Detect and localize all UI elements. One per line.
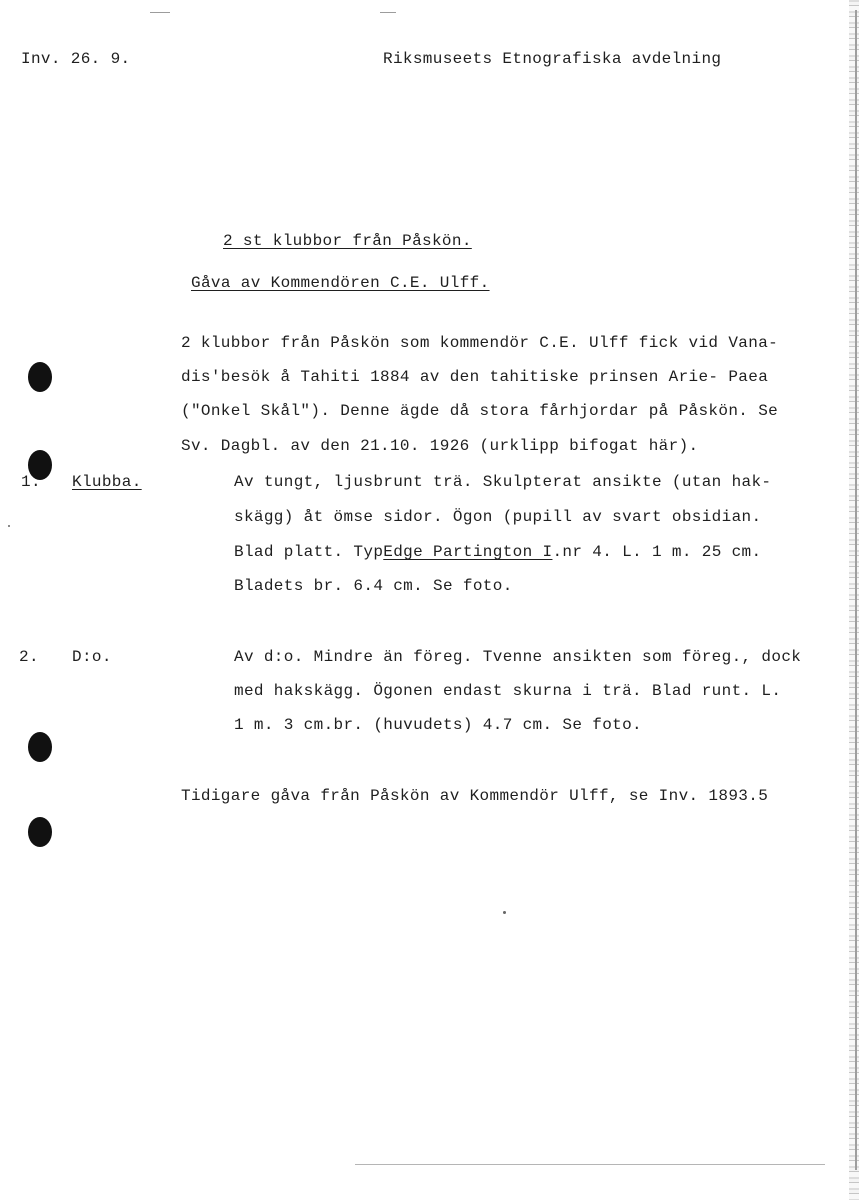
item-description-line: med hakskägg. Ögonen endast skurna i trä. Blad runt. L. [234, 682, 782, 700]
typ-label: Blad platt. Typ [234, 543, 384, 561]
item-description-line: Av tungt, ljusbrunt trä. Skulpterat ansikte (utan hak- [234, 473, 772, 491]
item-description-line: Bladets br. 6.4 cm. Se foto. [234, 577, 513, 595]
item-number: 2. [19, 648, 39, 666]
punch-hole-4 [28, 817, 52, 847]
document-subtitle: Gåva av Kommendören C.E. Ulff. [191, 274, 490, 292]
item-name: D:o. [72, 648, 112, 666]
typ-reference: Edge Partington I [383, 543, 553, 561]
punch-hole-3 [28, 732, 52, 762]
footer-note: Tidigare gåva från Påskön av Kommendör Ulff, se Inv. 1893.5 [181, 787, 769, 805]
scan-edge-line [855, 10, 857, 1170]
item-number: 1. [21, 473, 41, 491]
document-title: 2 st klubbor från Påskön. [223, 232, 472, 250]
speck [503, 911, 506, 914]
top-scan-marks [380, 12, 396, 13]
inventory-number: Inv. 26. 9. [21, 50, 131, 68]
speck [8, 525, 10, 527]
intro-line: Sv. Dagbl. av den 21.10. 1926 (urklipp bifogat här). [181, 437, 699, 455]
intro-line: dis'besök å Tahiti 1884 av den tahitiske prinsen Arie- Paea [181, 368, 769, 386]
typ-details: .nr 4. L. 1 m. 25 cm. [552, 543, 762, 561]
item-description-line: Av d:o. Mindre än föreg. Tvenne ansikten som föreg., dock [234, 648, 802, 666]
item-description-line: 1 m. 3 cm.br. (huvudets) 4.7 cm. Se foto. [234, 716, 643, 734]
intro-line: 2 klubbor från Påskön som kommendör C.E. Ulff fick vid Vana- [181, 334, 779, 352]
scan-edge [849, 0, 859, 1200]
item-description-line: skägg) åt ömse sidor. Ögon (pupill av svart obsidian. [234, 508, 762, 526]
institution-name: Riksmuseets Etnografiska avdelning [383, 50, 722, 68]
item-description-line [234, 542, 761, 562]
top-scan-marks [150, 12, 170, 13]
item-name: Klubba. [72, 473, 142, 491]
bottom-scan-rule [355, 1164, 825, 1165]
intro-line: ("Onkel Skål"). Denne ägde då stora fårhjordar på Påskön. Se [181, 402, 779, 420]
punch-hole-1 [28, 362, 52, 392]
